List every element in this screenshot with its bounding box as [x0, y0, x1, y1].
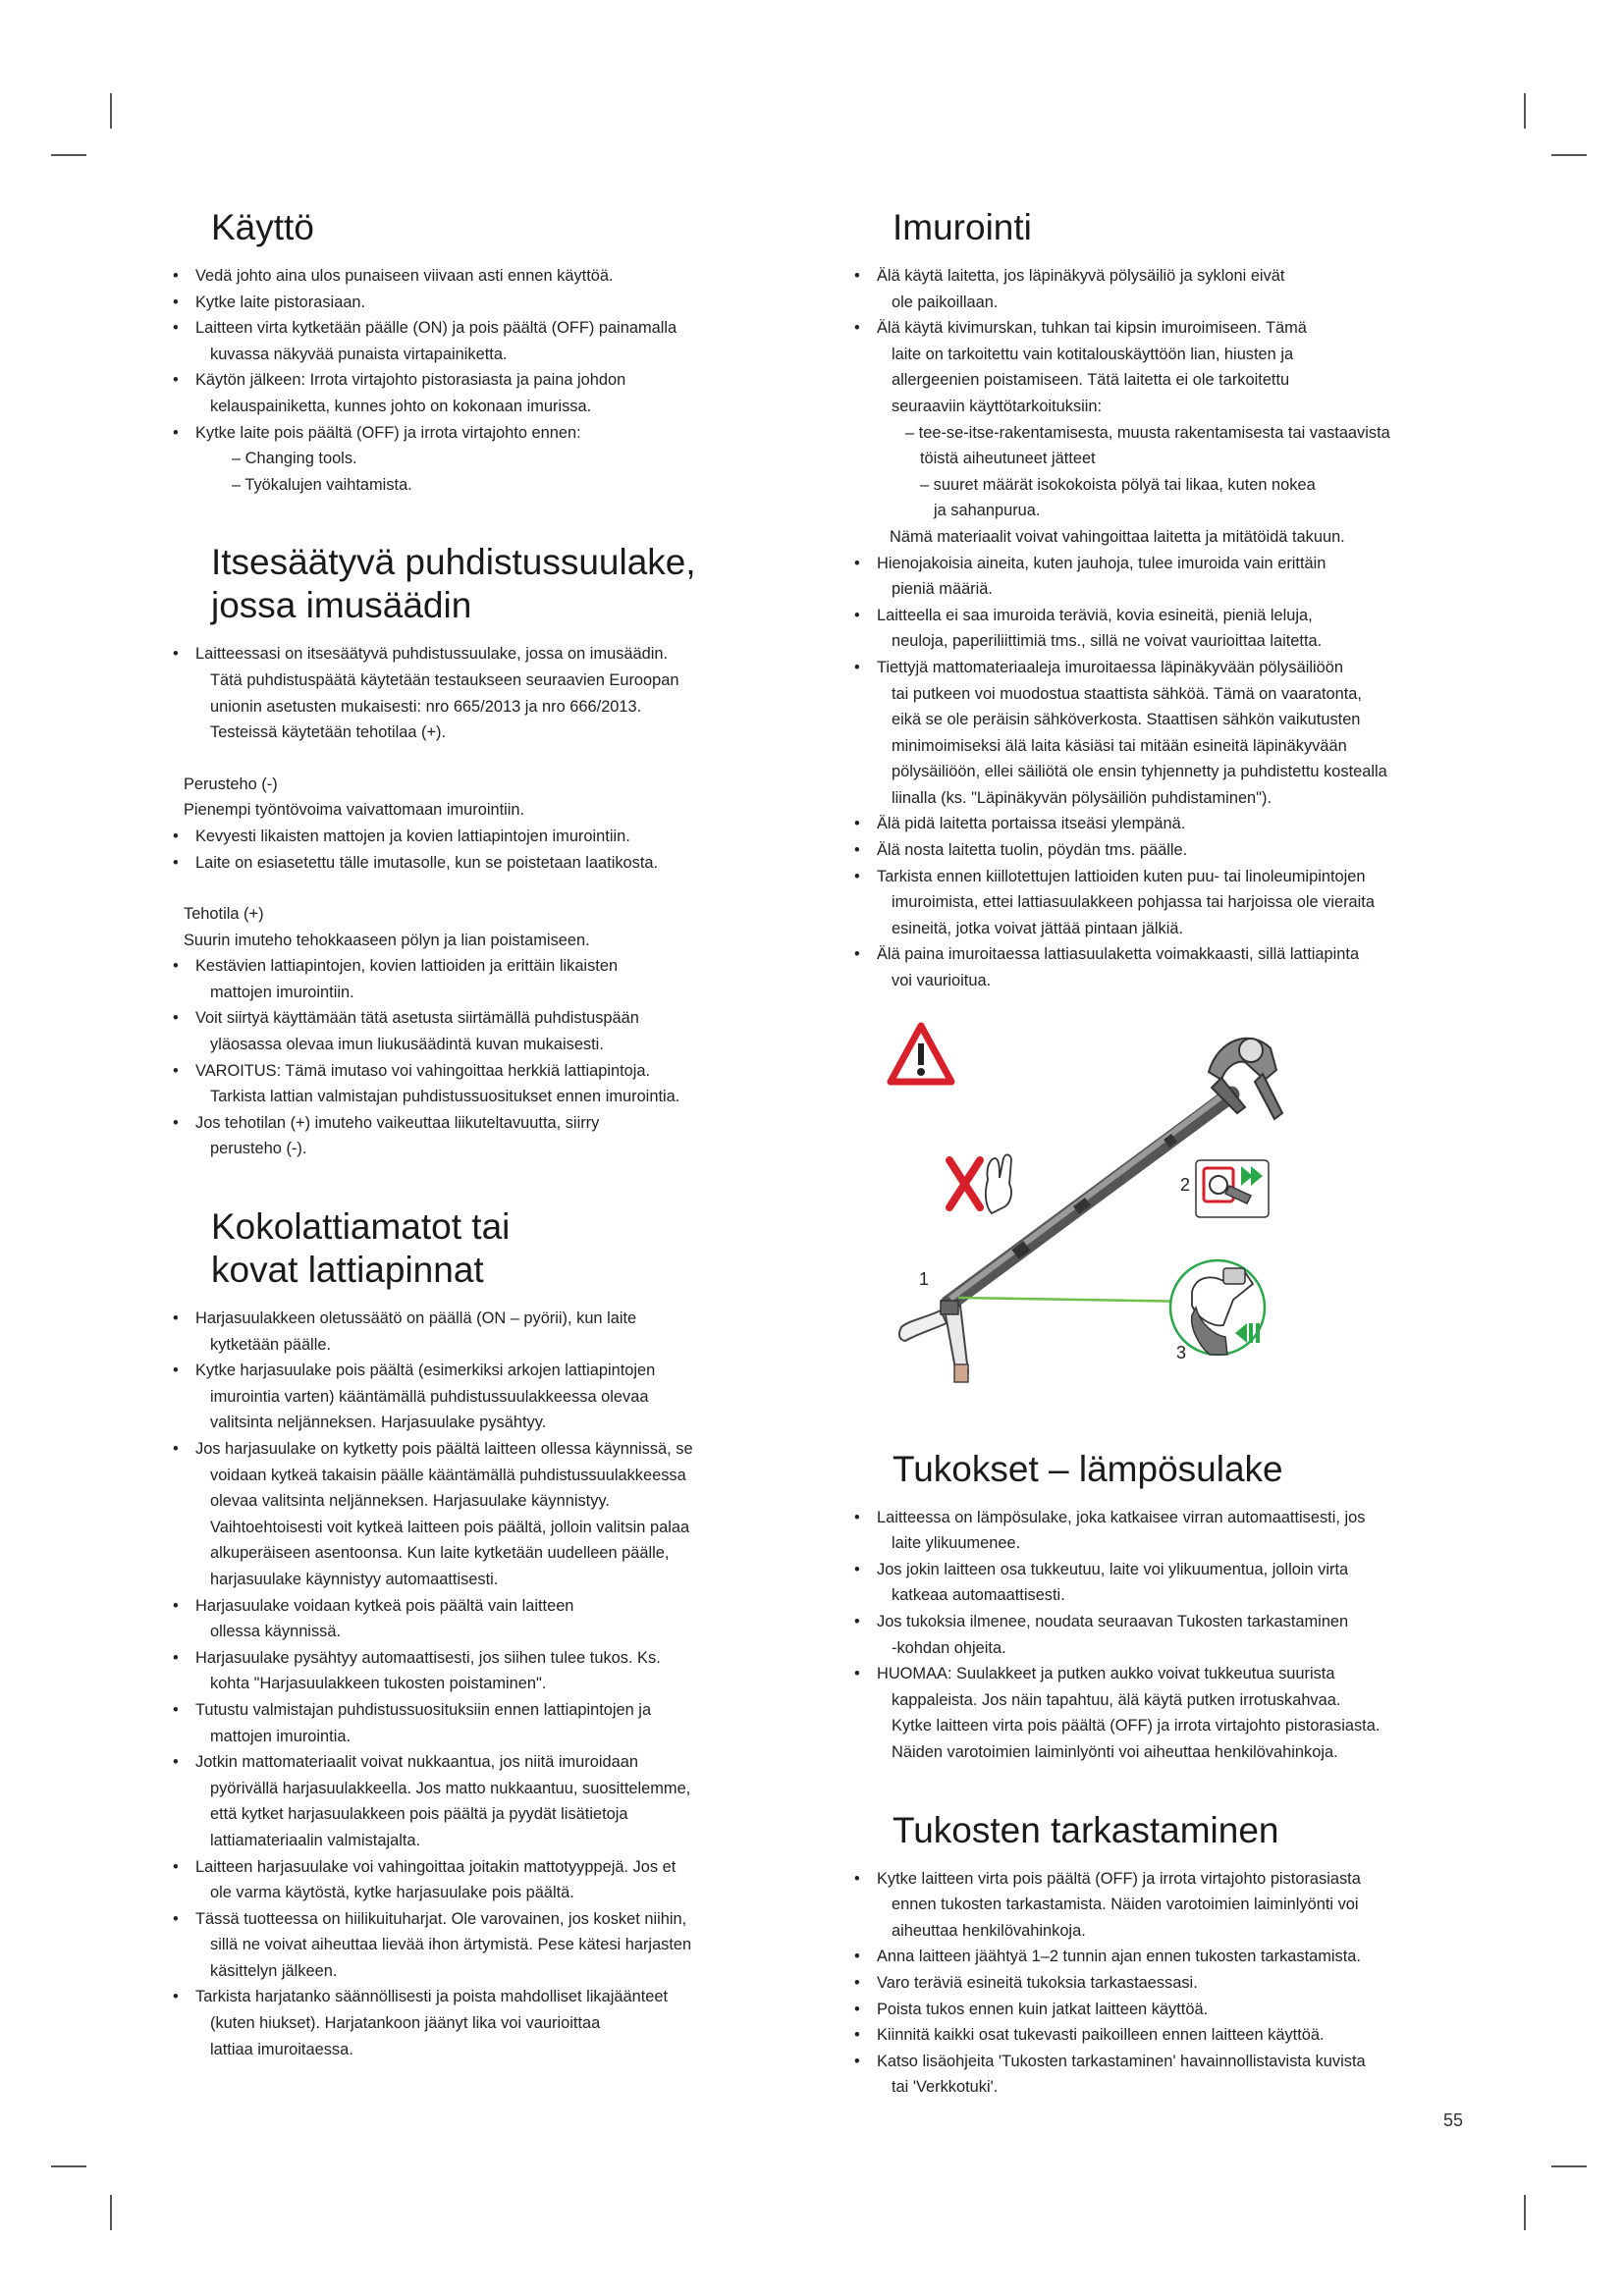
crop-mark	[1551, 154, 1587, 156]
text-line: unionin asetusten mukaisesti: nro 665/2013 ja nro 666/2013.	[210, 697, 642, 716]
list-item	[169, 1645, 748, 1697]
sub-item: – Työkalujen vaihtamista.	[232, 475, 412, 494]
left-column	[169, 206, 748, 2062]
warning-icon	[891, 1026, 951, 1082]
list-item	[850, 655, 1430, 812]
text-line: allergeenien poistamiseen. Tätä laitetta ei ole tarkoitettu	[892, 371, 1290, 390]
dash-item: – suuret määrät isokokoista pölyä tai likaa, kuten nokea	[920, 475, 1316, 494]
bullet-list	[850, 1505, 1430, 1766]
text-line: • Jos jokin laitteen osa tukkeutuu, laite voi ylikuumentua, jolloin virta	[877, 1560, 1349, 1578]
crop-mark	[110, 93, 112, 129]
dash-item: – tee-se-itse-rakentamisesta, muusta rakentamisesta tai vastaavista	[905, 423, 1390, 442]
text-line: • Kiinnitä kaikki osat tukevasti paikoilleen ennen laitteen käyttöä.	[877, 2026, 1325, 2045]
text-line: • Jotkin mattomateriaalit voivat nukkaantua, jos niitä imuroidaan	[195, 1753, 638, 1772]
crop-mark	[1524, 93, 1526, 129]
list-item	[169, 315, 748, 367]
high-power-desc: Suurin imuteho tehokkaaseen pölyn ja lian poistamiseen.	[184, 931, 590, 949]
list-item	[850, 315, 1430, 419]
callout-1: 1	[919, 1269, 930, 1289]
text-line: pölysäiliöön, ellei säiliötä ole ensin tyhjennetty ja puhdistettu kostealla	[892, 763, 1387, 781]
list-item	[850, 1970, 1430, 1997]
bullet-list	[169, 953, 748, 1162]
list-item	[850, 864, 1430, 942]
text-line: sillä ne voivat aiheuttaa lievää ihon ärtymistä. Pese kätesi harjasten	[210, 1936, 692, 1954]
text-line: • Tiettyjä mattomateriaaleja imuroitaessa läpinäkyvään pölysäiliöön	[877, 658, 1343, 676]
text-line: • Jos harjasuulake on kytketty pois päältä laitteen ollessa käynnissä, se	[195, 1440, 693, 1458]
text-line: että kytket harjasuulakkeen pois päältä ja pyydät lisätietoja	[210, 1805, 628, 1824]
text-line: • Vedä johto aina ulos punaiseen viivaan asti ennen käyttöä.	[195, 267, 614, 285]
text-line: kohta "Harjasuulakkeen tukosten poistaminen".	[210, 1675, 547, 1693]
text-line: voi vaurioitua.	[892, 972, 992, 990]
text-line: • Poista tukos ennen kuin jatkat laitteen käyttöä.	[877, 2000, 1209, 2018]
text-line: (kuten hiukset). Harjatankoon jäänyt lika voi vaurioittaa	[210, 2014, 601, 2033]
text-line: • Laitteella ei saa imuroida teräviä, kovia esineitä, pieniä leluja,	[877, 606, 1313, 624]
dash-item-cont: ja sahanpurua.	[934, 502, 1041, 520]
text-line: eikä se ole peräisin sähköverkosta. Staattisen sähkön vaikutusten	[892, 711, 1361, 729]
hand-icon	[986, 1154, 1011, 1213]
text-line: • VAROITUS: Tämä imutaso voi vahingoittaa herkkiä lattiapintoja.	[195, 1061, 651, 1080]
text-line: • Kytke laitteen virta pois päältä (OFF) ja irrota virtajohto pistorasiasta	[877, 1869, 1361, 1888]
text-line: imuroimista, ettei lattiasuulakkeen pohjassa tai harjoissa ole vieraita	[892, 893, 1375, 912]
text-line: käsittelyn jälkeen.	[210, 1961, 338, 1980]
text-line: • Älä nosta laitetta tuolin, pöydän tms. päälle.	[877, 841, 1188, 860]
crop-mark	[110, 2195, 112, 2230]
text-line: • Älä käytä laitetta, jos läpinäkyvä pölysäiliö ja sykloni eivät	[877, 267, 1285, 285]
list-item	[169, 1306, 748, 1358]
text-line: • Kestävien lattiapintojen, kovien lattioiden ja erittäin likaisten	[195, 957, 619, 976]
text-line: • Anna laitteen jäähtyä 1–2 tunnin ajan ennen tukosten tarkastamista.	[877, 1948, 1361, 1966]
text-line: -kohdan ohjeita.	[892, 1638, 1006, 1657]
text-line: • Älä käytä kivimurskan, tuhkan tai kipsin imuroimiseen. Tämä	[877, 319, 1307, 338]
list-item	[850, 551, 1430, 603]
callout-2: 2	[1180, 1175, 1191, 1195]
text-line: pieniä määriä.	[892, 580, 993, 599]
text-line: liinalla (ks. "Läpinäkyvän pölysäiliön puhdistaminen").	[892, 788, 1272, 807]
text-line: • Laite on esiasetettu tälle imutasolle, kun se poistetaan laatikosta.	[195, 853, 659, 872]
high-power-block	[169, 901, 748, 953]
text-line: ennen tukosten tarkastamista. Näiden varotoimien laiminlyönti voi	[892, 1896, 1359, 1914]
text-line: • Katso lisäohjeita 'Tukosten tarkastaminen' havainnollistavista kuvista	[877, 2052, 1366, 2070]
dash-list	[850, 420, 1430, 551]
text-line: • Varo teräviä esineitä tukoksia tarkastaessasi.	[877, 1973, 1198, 1992]
bullet-list	[169, 641, 748, 745]
list-item	[169, 1005, 748, 1057]
crop-mark	[1524, 2195, 1526, 2230]
unplug-icon	[1196, 1160, 1269, 1217]
crop-mark	[51, 2165, 86, 2167]
low-power-block	[169, 772, 748, 824]
text-line: Vaihtoehtoisesti voit kytkeä laitteen pois päältä, jolloin valitsin palaa	[210, 1518, 690, 1536]
text-line: tai putkeen voi muodostua staattista sähköä. Tämä on vaaratonta,	[892, 684, 1362, 703]
text-line: • Käytön jälkeen: Irrota virtajohto pistorasiasta ja paina johdon	[195, 371, 626, 390]
text-line: • Laitteen harjasuulake voi vahingoittaa joitakin mattotyyppejä. Jos et	[195, 1857, 677, 1876]
vacuum-drawing	[880, 1011, 1341, 1404]
text-line: lattiamateriaalin valmistajalta.	[210, 1831, 421, 1849]
list-item	[850, 603, 1430, 655]
text-line: • Laitteessa on lämpösulake, joka katkaisee virran automaattisesti, jos	[877, 1508, 1366, 1526]
text-line: • HUOMAA: Suulakkeet ja putken aukko voivat tukkeutua suurista	[877, 1665, 1335, 1683]
sub-list	[169, 446, 748, 498]
section-title-nozzle: Itsesäätyvä puhdistussuulake, jossa imusäädin	[211, 542, 696, 626]
text-line: • Tarkista harjatanko säännöllisesti ja poista mahdolliset likajäänteet	[195, 1988, 669, 2006]
list-item	[850, 941, 1430, 993]
text-line: Näiden varotoimien laiminlyönti voi aiheuttaa henkilövahinkoja.	[892, 1742, 1338, 1761]
text-line: katkeaa automaattisesti.	[892, 1586, 1065, 1605]
list-item	[169, 1358, 748, 1436]
text-line: kappaleista. Jos näin tapahtuu, älä käytä putken irrotuskahvaa.	[892, 1690, 1341, 1709]
list-item	[169, 1058, 748, 1110]
text-line: Tätä puhdistuspäätä käytetään testaukseen seuraavien Euroopan	[210, 670, 679, 689]
low-power-heading: Perusteho (-)	[184, 774, 278, 793]
text-line: yläosassa olevaa imun liukusäädintä kuvan mukaisesti.	[210, 1036, 604, 1054]
text-line: • Kytke laite pois päältä (OFF) ja irrota virtajohto ennen:	[195, 423, 581, 442]
crop-mark	[51, 154, 86, 156]
low-power-desc: Pienempi työntövoima vaivattomaan imurointiin.	[184, 801, 525, 820]
list-item	[169, 824, 748, 850]
text-line: • Voit siirtyä käyttämään tätä asetusta siirtämällä puhdistuspään	[195, 1009, 639, 1028]
list-item	[169, 1906, 748, 1985]
text-line: neuloja, paperiliittimiä tms., sillä ne voivat vaurioittaa laitetta.	[892, 632, 1323, 651]
section-title-floors: Kokolattiamatot tai kovat lattiapinnat	[211, 1206, 511, 1291]
text-line: kelauspainiketta, kunnes johto on kokonaan imurissa.	[210, 397, 592, 415]
list-item	[169, 1593, 748, 1645]
list-item	[850, 1505, 1430, 1557]
text-line: ollessa käynnissä.	[210, 1623, 342, 1641]
bullet-list	[850, 1866, 1430, 2101]
text-line: • Kevyesti likaisten mattojen ja kovien lattiapintojen imurointiin.	[195, 827, 630, 845]
list-item	[169, 1697, 748, 1749]
text-line: lattiaa imuroitaessa.	[210, 2040, 353, 2058]
text-line: • Harjasuulake voidaan kytkeä pois päältä vain laitteen	[195, 1596, 574, 1615]
list-item	[169, 290, 748, 316]
list-item	[169, 1110, 748, 1162]
text-line: • Harjasuulakkeen oletussäätö on päällä (ON – pyörii), kun laite	[195, 1309, 637, 1328]
list-item	[850, 837, 1430, 864]
text-line: ole varma käytöstä, kytke harjasuulake pois päältä.	[210, 1884, 574, 1902]
bullet-list	[850, 263, 1430, 420]
text-line: harjasuulake käynnistyy automaattisesti.	[210, 1570, 499, 1588]
bullet-list	[169, 1306, 748, 2062]
text-line: • Tarkista ennen kiillotettujen lattioiden kuten puu- tai linoleumipintojen	[877, 867, 1366, 885]
text-line: • Tutustu valmistajan puhdistussuosituksiin ennen lattiapintojen ja	[195, 1700, 652, 1719]
text-line: imurointia varten) kääntämällä puhdistussuulakkeessa olevaa	[210, 1387, 649, 1406]
list-item	[850, 263, 1430, 315]
list-item	[850, 1661, 1430, 1765]
bullet-list	[850, 551, 1430, 994]
text-line: • Älä paina imuroitaessa lattiasuulaketta voimakkaasti, sillä lattiapinta	[877, 945, 1360, 964]
text-line: laite ylikuumenee.	[892, 1534, 1021, 1553]
text-line: tai 'Verkkotuki'.	[892, 2078, 999, 2097]
text-line: • Hienojakoisia aineita, kuten jauhoja, tulee imuroida vain erittäin	[877, 554, 1326, 572]
list-item	[850, 2049, 1430, 2101]
list-item	[169, 1984, 748, 2062]
list-item	[169, 1436, 748, 1593]
list-item	[850, 811, 1430, 837]
warranty-note: Nämä materiaalit voivat vahingoittaa laitetta ja mitätöidä takuun.	[890, 527, 1345, 546]
vacuum-illustration	[880, 1011, 1341, 1404]
list-item	[169, 850, 748, 877]
text-line: olevaa valitsinta neljänneksen. Harjasuulake käynnistyy.	[210, 1492, 610, 1511]
text-line: • Laitteessasi on itsesäätyvä puhdistussuulake, jossa on imusäädin.	[195, 645, 669, 664]
text-line: mattojen imurointia.	[210, 1727, 352, 1745]
text-line: • Jos tehotilan (+) imuteho vaikeuttaa liikuteltavuutta, siirry	[195, 1113, 600, 1132]
bullet-list	[169, 824, 748, 876]
list-item	[850, 2022, 1430, 2049]
list-item	[169, 953, 748, 1005]
sub-item: – Changing tools.	[232, 450, 357, 468]
text-line: mattojen imurointiin.	[210, 983, 354, 1001]
text-line: voidaan kytkeä takaisin päälle kääntämällä puhdistussuulakkeessa	[210, 1466, 686, 1484]
list-item	[850, 1609, 1430, 1661]
text-line: valitsinta neljänneksen. Harjasuulake pysähtyy.	[210, 1414, 547, 1432]
text-line: • Harjasuulake pysähtyy automaattisesti, jos siihen tulee tukos. Ks.	[195, 1648, 661, 1667]
list-item	[169, 641, 748, 745]
text-line: • Laitteen virta kytketään päälle (ON) ja pois päältä (OFF) painamalla	[195, 319, 677, 338]
crop-mark	[1551, 2165, 1587, 2167]
section-title-tukokset: Tukokset – lämpösulake	[893, 1448, 1283, 1489]
text-line: • Kytke harjasuulake pois päältä (esimerkiksi arkojen lattiapintojen	[195, 1362, 656, 1380]
text-line: pyörivällä harjasuulakkeella. Jos matto nukkaantuu, suosittelemme,	[210, 1779, 691, 1797]
list-item	[169, 263, 748, 290]
bullet-list	[169, 263, 748, 446]
high-power-heading: Tehotila (+)	[184, 905, 264, 924]
text-line: aiheuttaa henkilövahinkoja.	[892, 1921, 1086, 1940]
list-item	[850, 1557, 1430, 1609]
indicator-line	[958, 1298, 1194, 1302]
text-line: minimoimiseksi älä laita käsiäsi tai mitään esineitä läpinäkyvään	[892, 736, 1347, 755]
list-item	[169, 367, 748, 419]
text-line: • Älä pidä laitetta portaissa itseäsi ylempänä.	[877, 815, 1186, 833]
text-line: • Kytke laite pistorasiaan.	[195, 293, 366, 311]
text-line: seuraaviin käyttötarkoituksiin:	[892, 397, 1103, 415]
text-line: Testeissä käytetään tehotilaa (+).	[210, 723, 447, 742]
text-line: perusteho (-).	[210, 1140, 307, 1158]
cleaning-icon	[1170, 1260, 1265, 1355]
list-item	[850, 1997, 1430, 2023]
section-title-tarkastaminen: Tukosten tarkastaminen	[893, 1809, 1279, 1850]
prohibited-icon	[949, 1160, 980, 1207]
text-line: kytketään päälle.	[210, 1335, 332, 1354]
text-line: alkuperäiseen asentoonsa. Kun laite kytketään uudelleen päälle,	[210, 1544, 670, 1563]
list-item	[850, 1944, 1430, 1970]
text-line: • Jos tukoksia ilmenee, noudata seuraavan Tukosten tarkastaminen	[877, 1613, 1349, 1630]
text-line: esineitä, jotka voivat jättää pintaan jälkiä.	[892, 919, 1184, 937]
dash-item-cont: töistä aiheutuneet jätteet	[920, 450, 1096, 468]
section-title-kaytto: Käyttö	[211, 207, 314, 247]
list-item	[169, 1854, 748, 1906]
text-line: laite on tarkoitettu vain kotitalouskäyttöön lian, hiusten ja	[892, 345, 1294, 363]
page-number: 55	[1443, 2110, 1464, 2130]
text-line: kuvassa näkyvää punaista virtapainiketta.	[210, 345, 508, 363]
text-line: • Tässä tuotteessa on hiilikuituharjat. Ole varovainen, jos kosket niihin,	[195, 1909, 687, 1928]
section-title-imurointi: Imurointi	[893, 207, 1032, 247]
floor-nozzle	[899, 1301, 968, 1382]
list-item	[850, 1866, 1430, 1945]
callout-3: 3	[1176, 1343, 1187, 1362]
text-line: ole paikoillaan.	[892, 293, 999, 311]
list-item	[169, 1749, 748, 1853]
text-line: Kytke laitteen virta pois päältä (OFF) ja irrota virtajohto pistorasiasta.	[892, 1717, 1380, 1735]
list-item	[169, 420, 748, 447]
text-line: Tarkista lattian valmistajan puhdistussuositukset ennen imurointia.	[210, 1088, 680, 1106]
